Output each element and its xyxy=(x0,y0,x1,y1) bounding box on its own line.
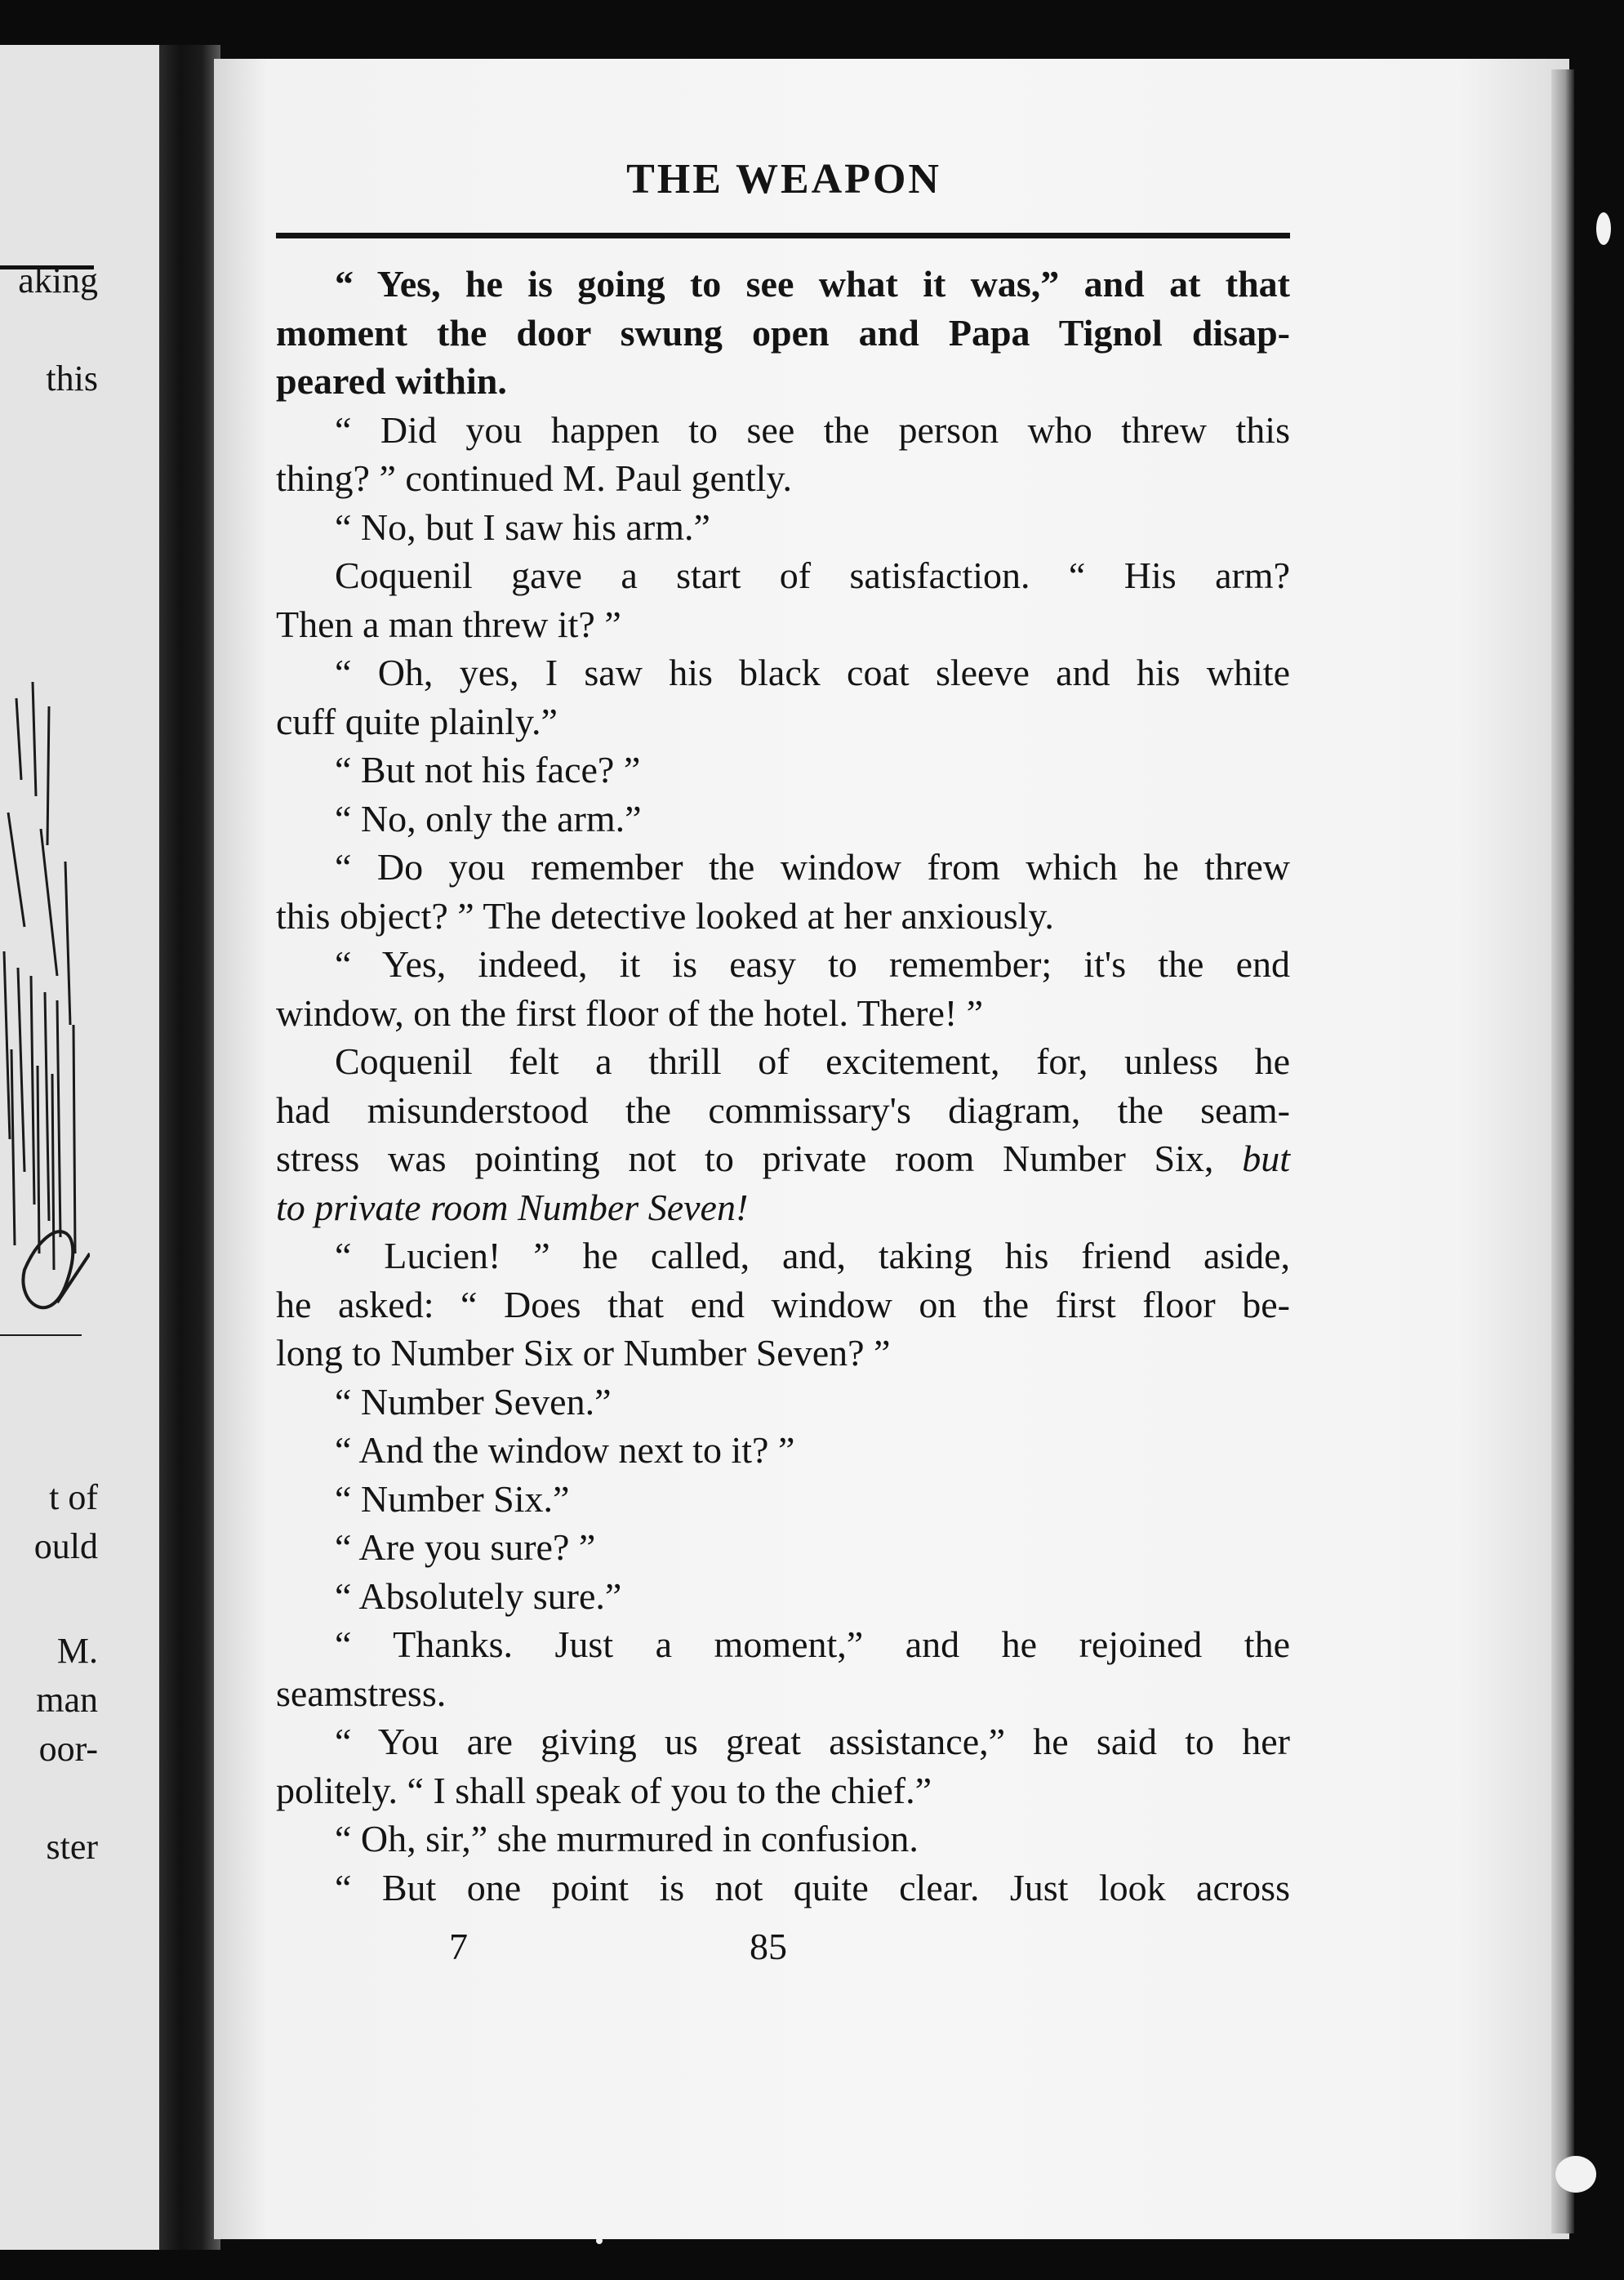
page-number: 85 xyxy=(750,1926,787,1967)
text-line: thing? ” continued M. Paul gently. xyxy=(276,457,792,499)
page-edge-shadow xyxy=(1551,69,1574,2233)
text-line: “ Yes, indeed, it is easy to remember; it's the end xyxy=(335,943,1290,985)
text-line: “ But one point is not quite clear. Just look across xyxy=(335,1866,1290,1908)
text-line: “ Are you sure? ” xyxy=(335,1526,596,1568)
text-line: cuff quite plainly.” xyxy=(276,700,558,742)
left-page-line: ster xyxy=(46,1827,98,1867)
text-line: had misunderstood the commissary's diagram, the seam- xyxy=(276,1089,1290,1131)
left-page-line: aking xyxy=(18,261,98,301)
scan-speck xyxy=(1555,2156,1596,2193)
text-line: “ Did you happen to see the person who threw this xyxy=(335,408,1290,451)
left-page-line: ould xyxy=(33,1526,98,1566)
text-line: “ Do you remember the window from which he threw xyxy=(335,846,1290,888)
text-line: “ And the window next to it? ” xyxy=(335,1429,795,1471)
book-gutter xyxy=(159,45,220,2250)
text-line: he asked: “ Does that end window on the first floor be- xyxy=(276,1283,1290,1325)
left-page-line: t of xyxy=(49,1477,98,1517)
text-line: politely. “ I shall speak of you to the chief.” xyxy=(276,1769,932,1811)
text-line: Coquenil gave a start of satisfaction. “ His arm? xyxy=(335,554,1290,596)
text-line: “ You are giving us great assistance,” he said to her xyxy=(335,1721,1290,1762)
text-line: “ Oh, sir,” she murmured in confusion. xyxy=(335,1818,919,1859)
text-line: “ Number Six.” xyxy=(335,1477,570,1520)
text-line: to private room Number Seven! xyxy=(276,1186,749,1228)
scan-speck xyxy=(596,2238,603,2244)
text-line: “ Thanks. Just a moment,” and he rejoined the xyxy=(335,1623,1290,1665)
left-page-line: oor- xyxy=(38,1729,98,1769)
text-line: “ Lucien! ” he called, and, taking his friend aside, xyxy=(335,1235,1290,1276)
left-page-line: this xyxy=(46,358,98,399)
text-line: this object? ” The detective looked at her anxiously. xyxy=(276,894,1054,937)
text-line: moment the door swung open and Papa Tignol disap- xyxy=(276,311,1290,354)
illustration-fragment xyxy=(0,682,90,1352)
running-head: THE WEAPON xyxy=(626,156,941,203)
signature-mark: 7 xyxy=(449,1926,468,1967)
text-line: “ Oh, yes, I saw his black coat sleeve and his white xyxy=(335,652,1290,693)
text-line: stress was pointing not to private room Number Six, but xyxy=(276,1138,1290,1179)
text-line: “ Yes, he is going to see what it was,” and at that xyxy=(335,263,1290,305)
text-line: window, on the first floor of the hotel. There! ” xyxy=(276,991,984,1034)
header-rule xyxy=(276,233,1290,238)
text-line: Coquenil felt a thrill of excitement, for, unless he xyxy=(335,1040,1290,1082)
left-facing-page xyxy=(0,45,176,2250)
text-line: “ No, only the arm.” xyxy=(335,797,642,839)
text-line: “ Number Seven.” xyxy=(335,1380,612,1423)
text-line: seamstress. xyxy=(276,1672,447,1714)
body-text xyxy=(276,260,1290,1912)
text-line: “ Absolutely sure.” xyxy=(335,1574,622,1617)
text-line: peared within. xyxy=(276,360,507,402)
left-page-line: M. xyxy=(56,1631,98,1671)
text-line: “ But not his face? ” xyxy=(335,749,641,790)
scan-speck xyxy=(1596,212,1611,245)
text-line: long to Number Six or Number Seven? ” xyxy=(276,1332,891,1374)
text-line: “ No, but I saw his arm.” xyxy=(335,505,710,548)
left-page-line: man xyxy=(36,1680,98,1720)
text-line: Then a man threw it? ” xyxy=(276,603,621,645)
